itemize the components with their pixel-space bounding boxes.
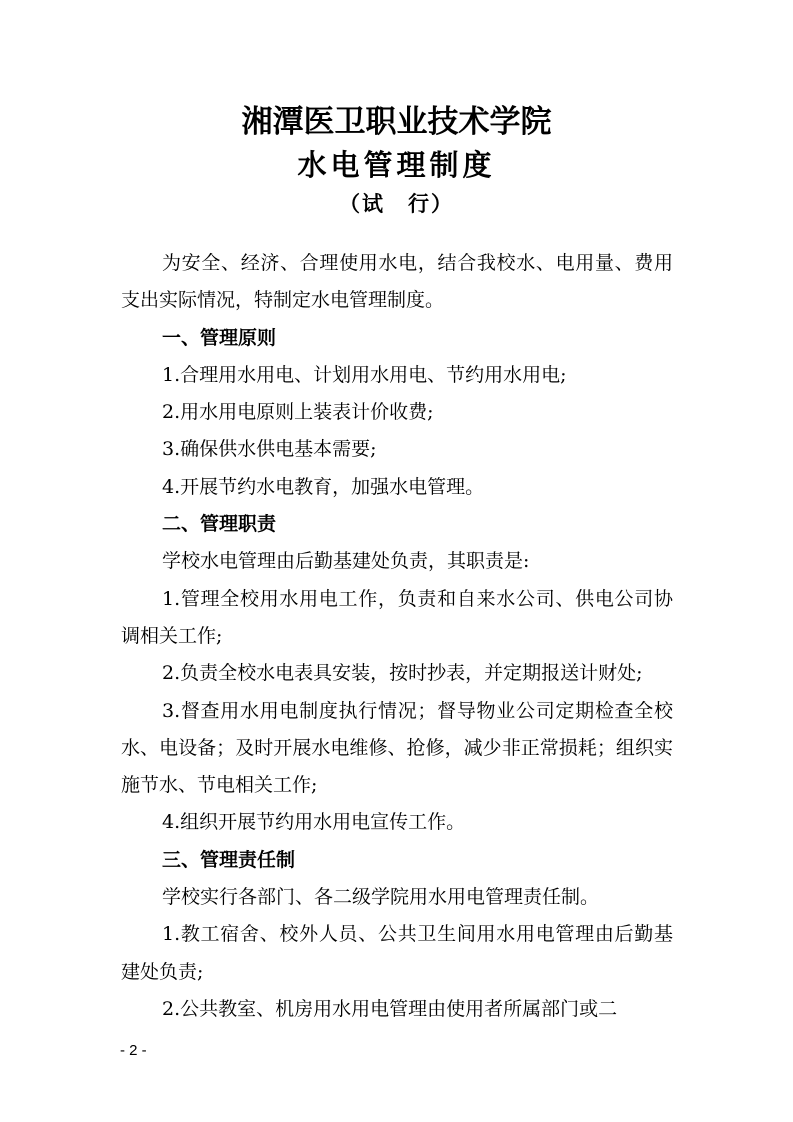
section-heading-responsibility: 三、管理责任制 xyxy=(162,848,296,871)
intro-paragraph: 为安全、经济、合理使用水电，结合我校水、电用量、费用支出实际情况，特制定水电管理制度。 xyxy=(121,252,673,312)
institution-title: 湘潭医卫职业技术学院 xyxy=(241,104,552,140)
responsibility-intro: 学校实行各部门、各二级学院用水用电管理责任制。 xyxy=(162,886,600,909)
duties-intro: 学校水电管理由后勤基建处负责，其职责是: xyxy=(162,550,530,573)
responsibility-item-2: 2.公共教室、机房用水用电管理由使用者所属部门或二 xyxy=(162,997,618,1020)
document-title: 水电管理制度 xyxy=(297,148,496,182)
principle-item-1: 1.合理用水用电、计划用水用电、节约用水用电; xyxy=(162,363,567,386)
document-body xyxy=(121,245,673,1028)
duty-item-1: 1.管理全校用水用电工作，负责和自来水公司、供电公司协调相关工作; xyxy=(121,587,673,647)
principle-item-4: 4.开展节约水电教育，加强水电管理。 xyxy=(162,475,485,498)
section-heading-duties: 二、管理职责 xyxy=(162,513,277,536)
duty-item-3: 3.督查用水用电制度执行情况；督导物业公司定期检查全校水、电设备；及时开展水电维修、抢修，减少非正常损耗；组织实施节水、节电相关工作; xyxy=(121,699,673,797)
responsibility-item-1: 1.教工宿舍、校外人员、公共卫生间用水用电管理由后勤基建处负责; xyxy=(121,923,673,983)
principle-item-2: 2.用水用电原则上装表计价收费; xyxy=(162,401,434,424)
duty-item-2: 2.负责全校水电表具安装，按时抄表，并定期报送计财处; xyxy=(162,662,643,685)
section-heading-principles: 一、管理原则 xyxy=(162,326,277,349)
duty-item-4: 4.组织开展节约用水用电宣传工作。 xyxy=(162,811,466,834)
document-subtitle: （试 行） xyxy=(339,191,454,216)
page-number: - 2 - xyxy=(120,1042,147,1059)
principle-item-3: 3.确保供水供电基本需要; xyxy=(162,438,377,461)
